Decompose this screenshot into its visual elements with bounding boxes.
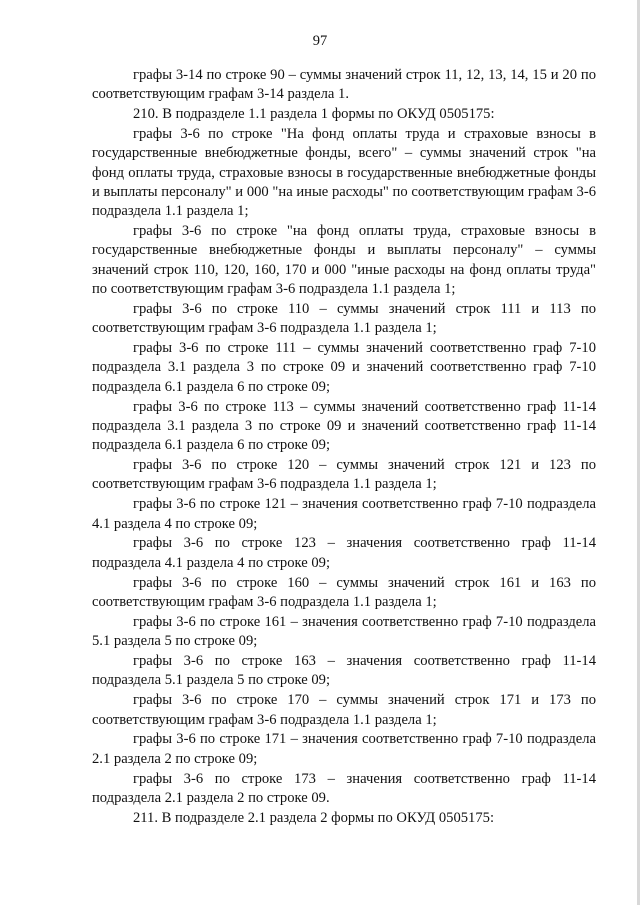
page-number: 97 [312, 33, 328, 49]
paragraph: графы 3-6 по строке 171 – значения соответственно граф 7-10 подраздела 2.1 раздела 2 по строке 09; [92, 731, 596, 767]
paragraph: графы 3-6 по строке 160 – суммы значений строк 161 и 163 по соответствующим графам 3-6 подраздела 1.1 раздела 1; [92, 574, 596, 610]
paragraph: графы 3-6 по строке 121 – значения соответственно граф 7-10 подраздела 4.1 раздела 4 по строке 09; [92, 496, 596, 532]
paragraph: графы 3-6 по строке 123 – значения соответственно граф 11-14 подраздела 4.1 раздела 4 по строке 09; [92, 535, 596, 571]
document-body [92, 66, 596, 829]
paragraph: графы 3-6 по строке 111 – суммы значений соответственно граф 7-10 подраздела 3.1 раздела 3 по строке 09 и значений соответственно граф 7-10 подраздела 6.1 раздела 6 по строке 09; [92, 340, 596, 395]
paragraph: графы 3-6 по строке 120 – суммы значений строк 121 и 123 по соответствующим графам 3-6 подраздела 1.1 раздела 1; [92, 457, 596, 493]
paragraph: графы 3-14 по строке 90 – суммы значений строк 11, 12, 13, 14, 15 и 20 по соответствующим графам 3-14 раздела 1. [92, 67, 596, 103]
paragraph: графы 3-6 по строке 110 – суммы значений строк 111 и 113 по соответствующим графам 3-6 подраздела 1.1 раздела 1; [92, 300, 596, 337]
paragraph: графы 3-6 по строке 173 – значения соответственно граф 11-14 подраздела 2.1 раздела 2 по строке 09. [92, 770, 596, 806]
paragraph: графы 3-6 по строке 113 – суммы значений соответственно граф 11-14 подраздела 3.1 раздела 3 по строке 09 и значений соответственно граф 11-14 подраздела 6.1 раздела 6 по строке 09; [92, 398, 596, 454]
paragraph: графы 3-6 по строке 163 – значения соответственно граф 11-14 подраздела 5.1 раздела 5 по строке 09; [92, 653, 596, 689]
paragraph: графы 3-6 по строке "на фонд оплаты труда, страховые взносы в государственные внебюджетные фонды и выплаты персоналу" – суммы значений строк 110, 120, 160, 170 и 000 "иные расходы на фонд оплаты труда" по соответствующим графам 3-6 подраздела 1.1 раздела 1; [92, 223, 596, 298]
paragraph: 211. В подразделе 2.1 раздела 2 формы по ОКУД 0505175: [133, 809, 494, 826]
paragraph: 210. В подразделе 1.1 раздела 1 формы по ОКУД 0505175: [133, 106, 495, 123]
paragraph: графы 3-6 по строке "На фонд оплаты труда и страховые взносы в государственные внебюджетные фонды, всего" – суммы значений строк "на фонд оплаты труда, страховые взносы в государственные внебюджетные фонды и выплаты персоналу" и 000 "на иные расходы" по соответствующим графам 3-6 подраздела 1.1 раздела 1; [92, 126, 596, 220]
paragraph: графы 3-6 по строке 170 – суммы значений строк 171 и 173 по соответствующим графам 3-6 подраздела 1.1 раздела 1; [92, 692, 596, 728]
paragraph: графы 3-6 по строке 161 – значения соответственно граф 7-10 подраздела 5.1 раздела 5 по строке 09; [92, 613, 596, 650]
